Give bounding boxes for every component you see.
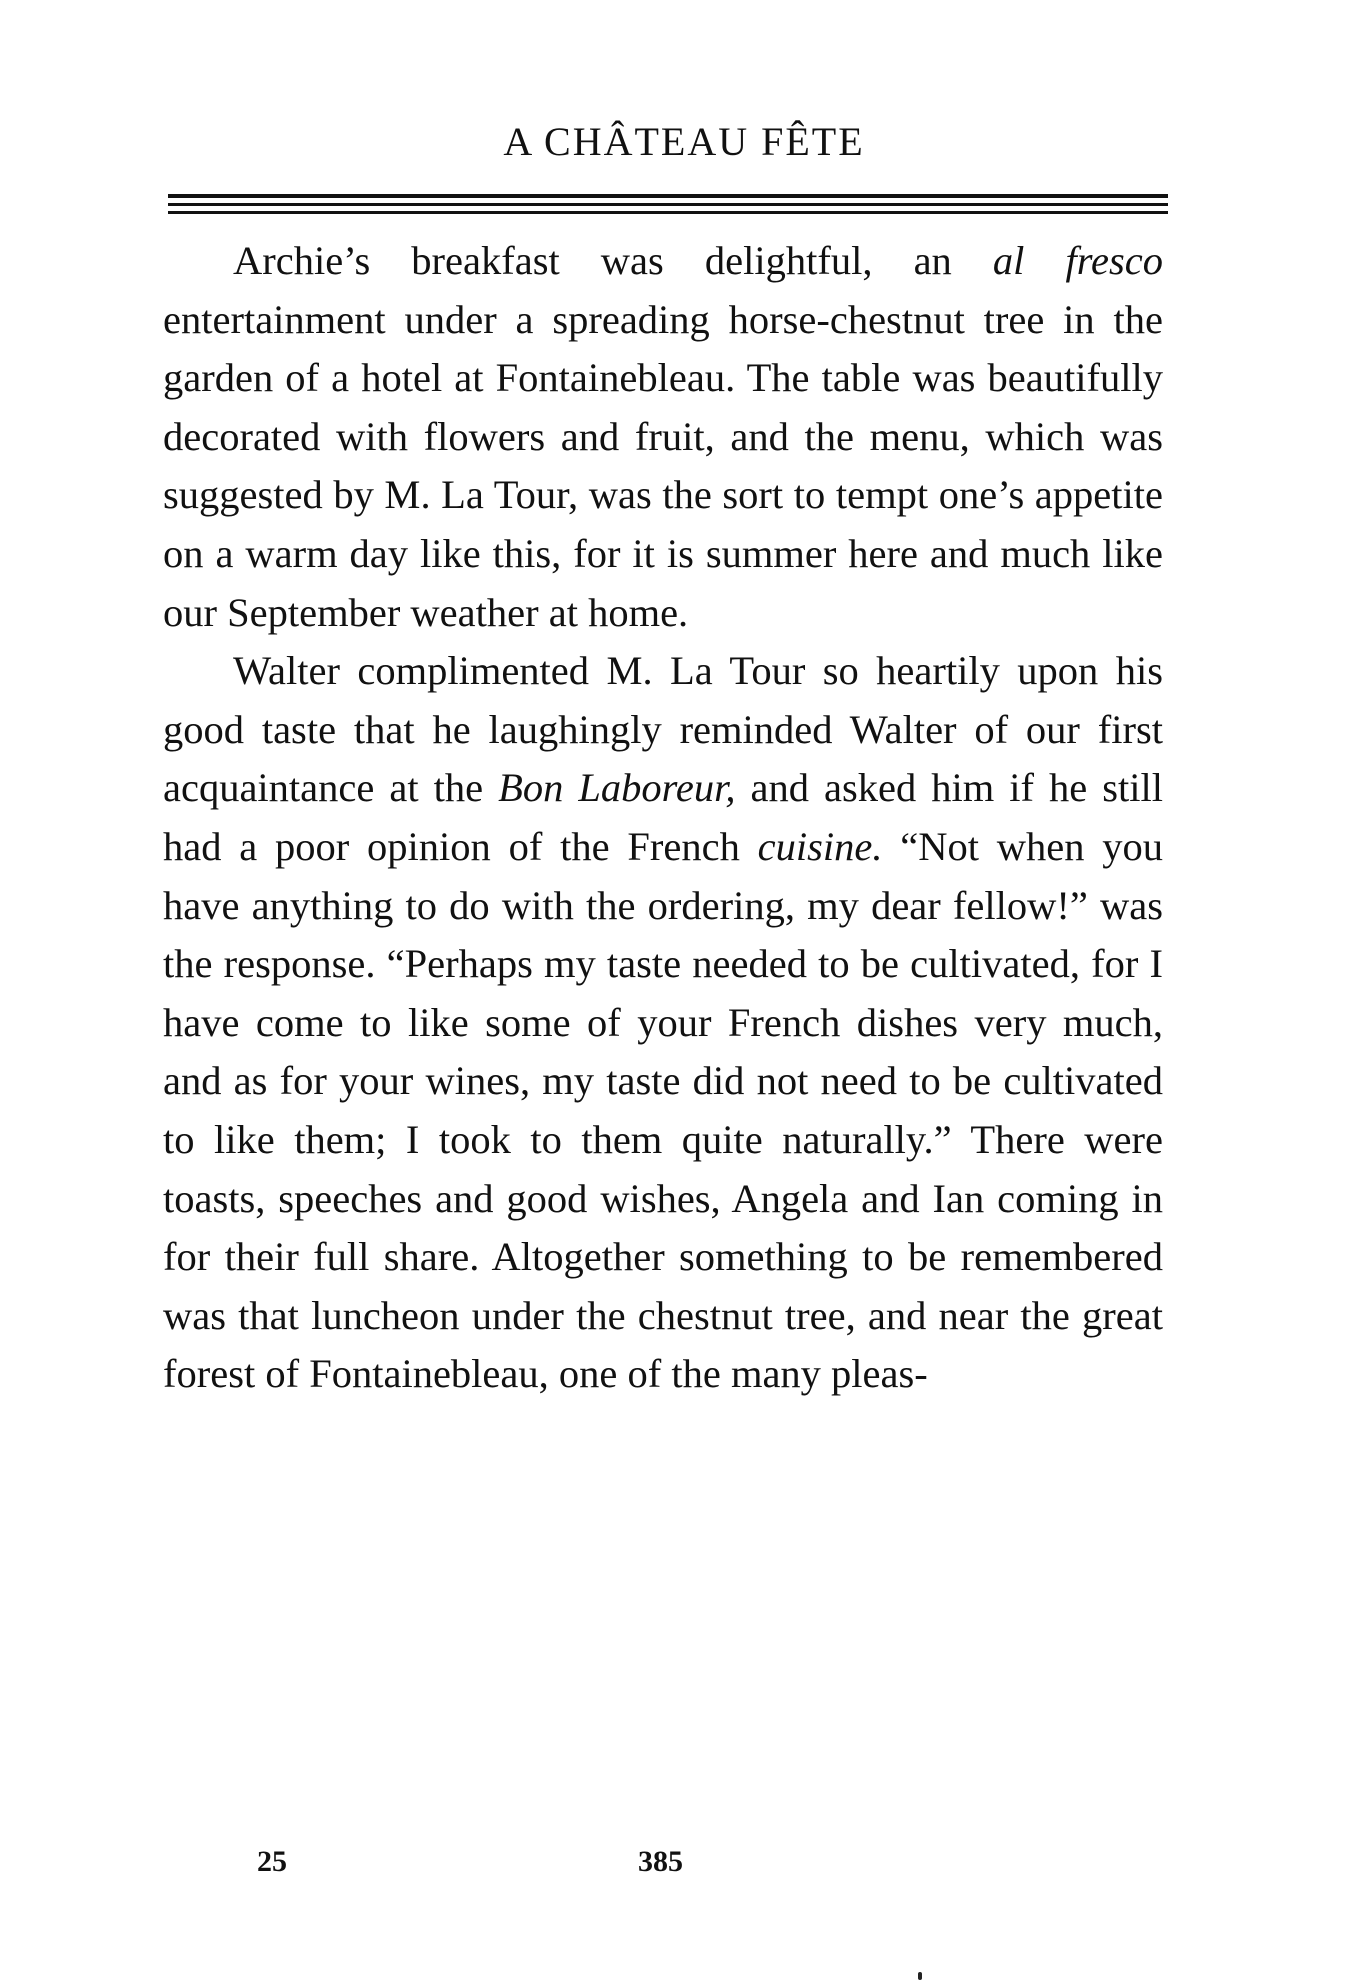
body-text [163,232,1163,1404]
paragraph-2-italic-segment: Bon Laboreur, [498,765,736,811]
paragraph-2-segment: “Not when you have anything to do with the ordering, my dear fellow!” was the response. “Perhaps my taste needed to be cultivated, for I have come to like some of your French dishes very much, and as for your wines, my taste did not need to be cultivated to like them; I took to them quite naturally.” There were toasts, speeches and good wishes, Angela and Ian coming in for their full share. Altogether something to be remembered was that luncheon under the chestnut tree, and near the great forest of Fontainebleau, one of the many pleas- [163,823,1164,1397]
paragraph-1 [163,232,1163,642]
paragraph-1-italic-segment: al fresco [992,238,1163,283]
paragraph-1-segment: entertainment under a spreading horse-chestnut tree in the garden of a hotel at Fontainebleau. The table was beautifully decorated with flowers and fruit, and the menu, which was suggested by M. La Tour, was the sort to tempt one’s appetite on a warm day like this, for it is summer here and much like our September weather at home. [163,296,1163,635]
signature-mark: 25 [257,1845,287,1878]
paragraph-1-segment: Archie’s breakfast was delightful, an [233,238,993,283]
paragraph-2-italic-segment: cuisine. [757,823,883,869]
running-title: A CHÂTEAU FÊTE [503,119,865,164]
paragraph-2 [163,642,1163,1404]
header-rule-top [168,194,1168,198]
paragraph-2-segment: Walter complimented M. La Tour so heartily upon his good taste that he laughingly reminded Walter of our first acquaintance at the [163,648,1163,811]
header-rule-middle [168,203,1168,206]
paragraph-2-segment: and asked him if he still had a poor opinion of the French [163,765,1163,869]
ink-speck [918,1972,922,1980]
page-number: 385 [638,1845,683,1878]
header-rule-bottom [168,211,1168,214]
